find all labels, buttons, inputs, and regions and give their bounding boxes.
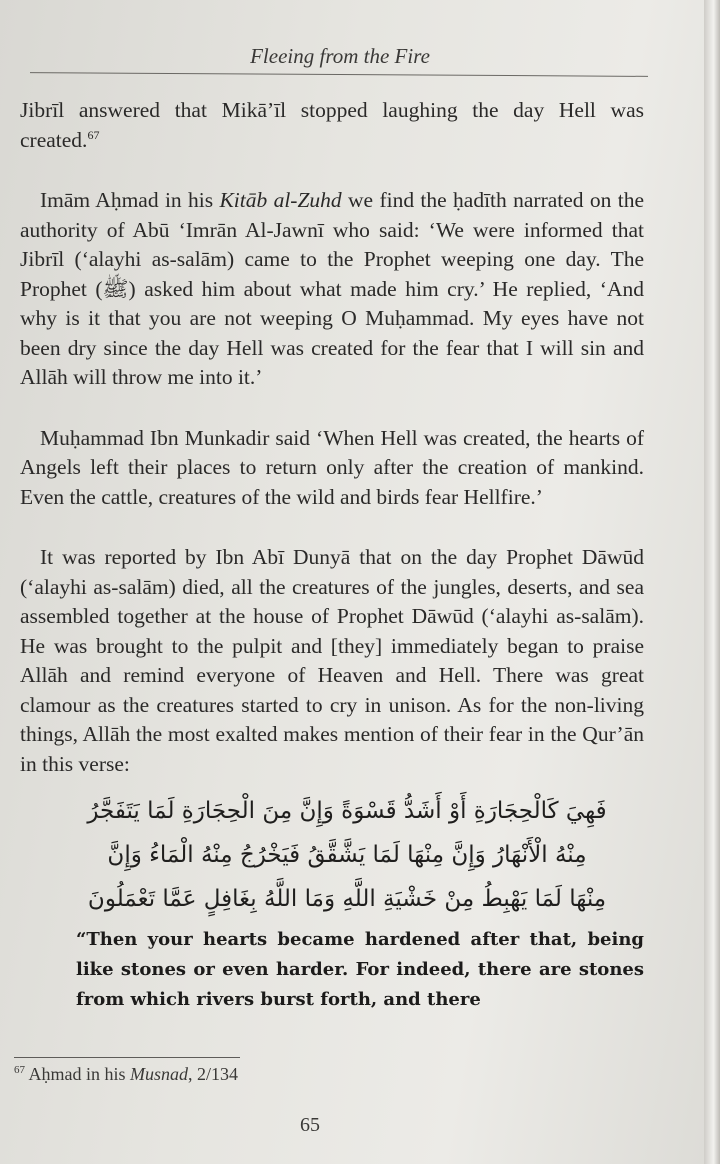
paragraph-3-text: Muḥammad Ibn Munkadir said ‘When Hell was created, the hearts of Angels left their places to return only after the creation of mankind. Even the cattle, creatures of the wild and birds fear Hellfire.’ (20, 425, 644, 509)
paragraph-3 (20, 424, 644, 513)
footnote-lead: Aḥmad in his (28, 1064, 131, 1084)
quran-verse-arabic (80, 789, 614, 921)
footnote-67 (14, 1064, 238, 1085)
running-head: Fleeing from the Fire (250, 44, 430, 68)
arabic-line-2: مِنْهُ الْأَنْهَارُ وَإِنَّ مِنْهَا لَمَا يَشَّقَّقُ فَيَخْرُجُ مِنْهُ الْمَاءُ وَإِنَّ (107, 842, 587, 868)
paragraph-2-lead: Imām Aḥmad in his (40, 188, 220, 212)
page-number: 65 (300, 1114, 320, 1136)
paragraph-1 (20, 96, 644, 155)
book-title: Kitāb al-Zuhd (219, 188, 342, 212)
arabic-line-1: فَهِيَ كَالْحِجَارَةِ أَوْ أَشَدُّ قَسْوَةً وَإِنَّ مِنَ الْحِجَارَةِ لَمَا يَتَفَجَّرُ (87, 798, 607, 824)
footnote-ref-text: , 2/134 (188, 1064, 239, 1084)
body-text (20, 96, 644, 1015)
paragraph-4 (20, 543, 644, 779)
footnote-number: 67 (14, 1064, 25, 1076)
paragraph-4-text: It was reported by Ibn Abī Dunyā that on the day Prophet Dāwūd (‘alayhi as-salām) died, all the creatures of the jungles, deserts, and sea assembled together at the house of Prophet Dāwūd (‘alayhi as-salām). He was brought to the pulpit and [they] immediately began to praise Allāh and remind everyone of Heaven and Hell. There was great clamour as the creatures started to cry in unison. As for the non-living things, Allāh the most exalted makes mention of their fear in the Qur’ān in this verse: (20, 545, 644, 776)
verse-translation: “Then your hearts became hardened after that, being like stones or even harder. For indeed, there are stones from which rivers burst forth, and there (76, 929, 644, 1010)
page-edge (704, 0, 720, 1164)
footnote-rule (14, 1057, 240, 1058)
arabic-line-3: مِنْهَا لَمَا يَهْبِطُ مِنْ خَشْيَةِ اللَّهِ وَمَا اللَّهُ بِغَافِلٍ عَمَّا تَعْمَلُونَ (87, 886, 607, 912)
paragraph-2-text: we find the ḥadīth narrated on the authority of Abū ‘Imrān Al-Jawnī who said: ‘We were informed that Jibrīl (‘alayhi as-salām) came to the Prophet weeping one day. The Prophet (ﷺ) asked him about what made him cry.’ He replied, ‘And why is it that you are not weeping O Muḥammad. My eyes have not been dry since the day Hell was created for the fear that I will sin and Allāh will throw me into it.’ (20, 188, 644, 389)
footnote-source-title: Musnad (130, 1064, 189, 1084)
header-rule (30, 72, 648, 77)
paragraph-1-text: Jibrīl answered that Mikā’īl stopped laughing the day Hell was created. (20, 98, 644, 152)
paragraph-2 (20, 186, 644, 393)
footnote-ref-67[interactable]: 67 (87, 127, 100, 142)
